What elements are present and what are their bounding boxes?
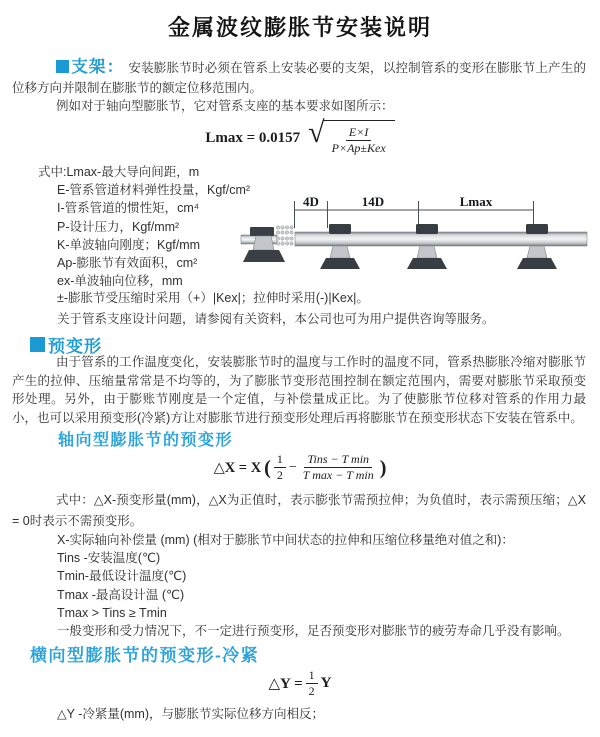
lateral-subheading: 横向型膨胀节的预变形-冷紧 [30,646,260,665]
formula-prefix: Lmax = 0.0157 [205,129,301,146]
axial-subheading: 轴向型膨胀节的预变形 [58,432,234,449]
consult-note: 关于管系支座设计问题，请参阅有关资料，本公司也可为用户提供咨询等服务。 [57,312,495,326]
pipe-support [320,224,360,269]
half-fraction [306,668,318,699]
half-fraction [274,452,286,483]
half-num: 1 [274,452,286,468]
variable-line: I-管系管道的惯性矩，cm⁴ [57,201,200,216]
axial-line: Tins -安装温度(℃) [57,551,161,566]
support-intro-text: 安装膨胀节时必须在管系上安装必要的支架，以控制管系的变形在膨胀节上产生的位移方向并限制在膨胀节的额定位移范围内。 [12,61,586,95]
formula-lhs: △Y = [268,676,303,692]
lmax-formula [0,116,600,156]
pipe-support [517,224,557,269]
dimension-lines [295,201,534,228]
support-intro-paragraph [12,58,586,98]
dim-label-4d: 4D [303,194,319,209]
section-square-icon [56,60,69,73]
example-line: 例如对于轴向型膨胀节，它对管系支座的基本要求如图所示： [56,99,394,113]
bellows-icon [276,226,293,245]
axial-line: Tmin-最低设计温度(℃) [57,569,187,584]
formula-denominator: P×Ap±Kex [331,141,386,155]
dim-label-14d: 14D [361,194,385,209]
axial-line: X-实际轴向补偿量 (mm) (相对于膨胀节中间状态的拉伸和压缩位移量绝对值之和)： [57,533,514,547]
variable-line: ex-单波轴向位移，mm [57,274,183,289]
close-paren: ) [379,456,387,479]
section-square-icon [30,337,45,352]
pipe [295,232,587,246]
axial-line: 一般变形和受力情况下，不一定进行预变形，足否预变形对膨胀节的疲劳寿命几乎没有影响。 [57,623,570,638]
axial-variable-lines [57,531,592,640]
predeform-heading-text: 预变形 [48,337,102,356]
formula-numerator: E×I [346,125,371,141]
temperature-fraction [300,452,377,483]
variable-line: K-单波轴向刚度；Kgf/mm [57,237,201,252]
formula-lhs: △X = X [213,459,262,476]
axial-explain-paragraph: 式中：△X-预变形量(mm)，△X为正值时，表示膨张节需预拉伸；为负值时，表示需预压缩；△X = 0时表示不需预变形。 [12,493,586,528]
minus-operator: − [288,459,297,475]
dim-label-lmax: Lmax [459,194,493,209]
temp-num: Tins − T min [304,452,372,468]
variable-line: E-管系管道材料弹性投量，Kgf/cm² [57,183,251,198]
half-den: 2 [276,468,283,482]
sqrt-radical [308,116,394,156]
open-paren: ( [264,456,271,479]
lateral-explain-line: △Y -冷紧量(mm)，与膨胀节实际位移方向相反； [57,707,325,721]
axial-line: Tmax -最高设计温 (℃) [57,587,185,602]
half-num: 1 [306,668,318,684]
axial-predeform-formula [0,452,600,483]
variable-line: 式中:Lmax-最大导向间距，m [38,165,200,179]
page-title: 金属波纹膨胀节安装说明 [167,15,432,40]
pipe-support-diagram [237,190,599,288]
temp-den: T max − T min [302,468,374,482]
pipe-support [407,224,447,269]
variable-line: Ap-膨胀节有效面积，cm² [57,255,198,270]
lateral-predeform-formula [0,668,600,699]
predeform-body-paragraph: 由于管系的工作温度变化，安装膨胀节时的温度与工作时的温度不同，管系热膨胀冷缩对膨胀节产生的拉伸、压缩量常常是不均等的，为了膨胀节变形范围控制在额定范围内，需要对膨胀节采取预变形处理。另外，由于膨账节刚度是一个定值，与补偿量成正比。为了使膨胀节位移对管系的作用力最小，也可以采用预变形(冷紧)方让对膨胀节进行预变形处理后再将膨胀节在预变形状态下安装在管系中。 [12,355,586,426]
sqrt-sign-icon: √ [308,116,325,149]
variable-definitions [38,163,250,290]
variable-line: P-设计压力，Kgf/mm² [57,219,180,234]
axial-line: Tmax > Tins ≥ Tmin [57,605,167,620]
formula-rhs: Y [320,675,332,691]
plusminus-note: ±-膨胀节受压缩时采用（+）|Kex|；拉伸时采用(-)|Kex|。 [57,291,369,305]
half-den: 2 [308,684,315,698]
support-section-heading: 支架： [71,58,125,76]
